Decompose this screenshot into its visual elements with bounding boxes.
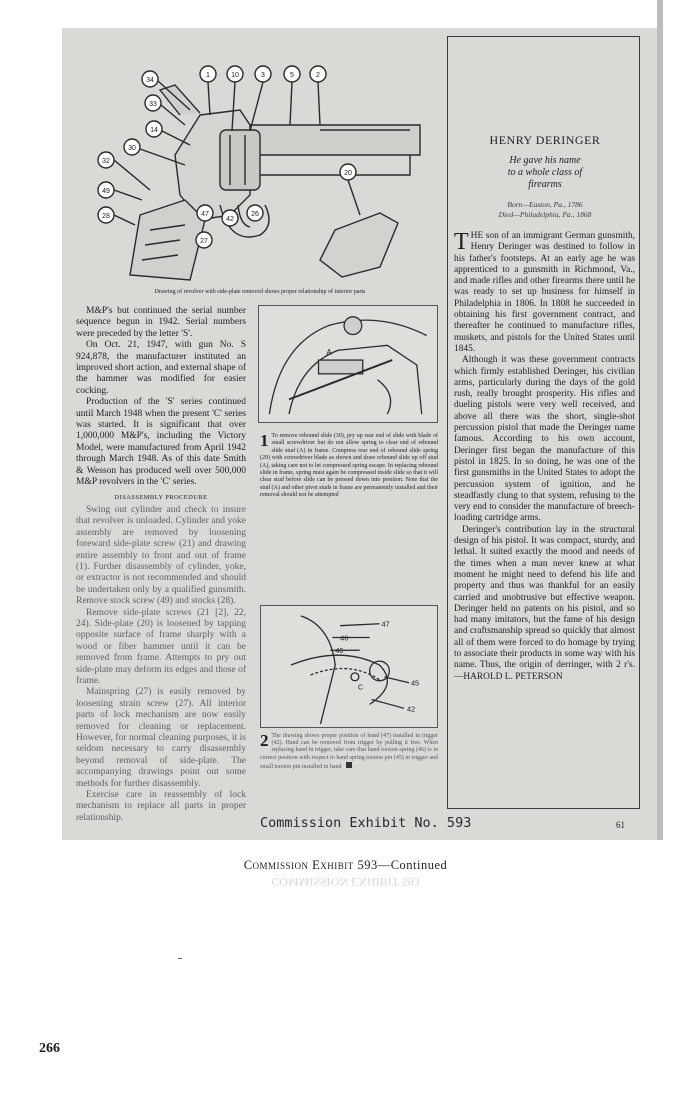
callout-28: 28 <box>102 213 110 220</box>
part-46-label: 46 <box>335 646 344 656</box>
bleed-through-text: COMMISSION EXHIBIT 593 <box>271 875 420 889</box>
callout-14: 14 <box>150 127 158 134</box>
caption-text: To remove rebound slide (30), pry up rear end of slide with blade of small screwdriver but do not allow spring to clear end of rebound slide stud (A) in frame. Compress rear end of rebound slide spring (29) with screwdriver blade as shown and draw rebound slide up off stud (A), taking care not to let compressed spring escape. In replacing rebound slide in frame, spring must again be compressed inside slide so that it will clear stud before slide can be pressed down into position. Note that the stud (A) and other pivot studs in frame are permanently installed and their removal should not be attempted <box>260 433 438 499</box>
callout-47: 47 <box>201 211 209 218</box>
sidebar-subtitle: He gave his name to a whole class of firearms <box>507 155 583 190</box>
paragraph: Swing out cylinder and check to insure that revolver is unloaded. Cylinder and yoke assembly are removed by loosening foreward side-plate screw (21) and drawing entire assembly to front and out of frame (1). Further disassembly of cylinder, yoke, or extractor is not recommended and should be undertaken only by a qualified gunsmith. Remove stock screw (49) and stocks (28). <box>76 504 246 607</box>
end-mark <box>346 762 352 768</box>
callout-34: 34 <box>146 77 154 84</box>
part-47-label: 47 <box>381 619 390 629</box>
caption-number: 1 <box>260 431 269 450</box>
callout-27: 27 <box>200 238 208 245</box>
sidebar-title: HENRY DERINGER <box>489 133 601 147</box>
paragraph: Production of the 'S' series continued until March 1948 when the present 'C' series was started. It is significant that over 1,000,000 M&P's, including the Victory Model, were manufactured from April 1942 through March 1948. As of this date Smith & Wesson has produced well over 500,000 M&P revolvers in the 'C' series. <box>76 397 246 488</box>
callout-32: 32 <box>102 158 110 165</box>
paragraph: Exercise care in reassembly of lock mechanism to replace all parts in proper relationship. <box>76 790 246 823</box>
rebound-slide-caption <box>260 433 438 500</box>
exhibit-stamp: Commission Exhibit No. 593 <box>260 815 472 831</box>
callout-3: 3 <box>261 72 265 79</box>
callout-2: 2 <box>316 72 320 79</box>
caption-number: 2 <box>260 731 269 750</box>
paragraph: On Oct. 21, 1947, with gun No. S 924,878, the manufacturer instituted an improved short action, and external shape of the hammer was modified for easier cocking. <box>76 340 246 396</box>
callout-30: 30 <box>128 145 136 152</box>
part-c-label: C <box>357 682 364 692</box>
callout-20: 20 <box>344 170 352 177</box>
revolver-figure-caption: Drawing of revolver with side-plate removed shows proper relationship of interior parts <box>154 289 366 295</box>
paragraph: Mainspring (27) is easily removed by loosening strain screw (27). All interior parts of lock mechanism are now easily removed for cleaning or replacement. However, for normal cleaning purposes, it is seldom necessary to carry disassembly beyond removal of side-plate. The accompanying drawings point out some methods for further disassembly. <box>76 687 246 789</box>
paragraph: THE son of an immigrant German gunsmith, Henry Deringer was destined to follow in his father's footsteps. At an early age he was apprenticed to a gunsmith in Richmond, Va., and made rifles and other firearms there until he was ready to set up business for himself in Philadelphia in 1806. In 1808 he succeeded in obtaining his first government contract, and thereafter he continued to manufacture rifles, muskets, and pistols for the United States until 1845. <box>454 229 635 354</box>
page-number: 266 <box>39 1041 60 1056</box>
paragraph: Remove side-plate screws (21 [2], 22, 24). Side-plate (20) is loosened by tapping opposite surface of frame sharply with a wood or fiber hammer until it can be removed from frame. Attempts to pry out side-plate may deform its edges and those of frame. <box>76 607 246 686</box>
exhibit-continued-heading: Commission Exhibit 593—Continued <box>243 858 448 872</box>
disassembly-subheading: DISASSEMBLY PROCEDURE <box>114 493 208 501</box>
scan-edge-strip <box>657 0 663 840</box>
rebound-slide-drawing <box>258 305 438 423</box>
left-article-column <box>76 306 246 824</box>
callout-5: 5 <box>290 72 294 79</box>
paragraph: M&P's but continued the serial number sequence begun in 1942. Serial numbers were preceded by the letter 'S'. <box>76 306 246 339</box>
paragraph: Deringer's contribution lay in the structural design of his pistol. It was compact, sturdy, and lethal. It suited exactly the mood and needs of the times when a man never knew at what moment he might need to defend his life and property and thus was thankful for an easily carried and unobtrusive but effective weapon. Deringer held no patents on his pistol, and so had many imitators, but the fame of his design and craftsmanship spread so quickly that almost all of them were forced to do homage by trying to associate their products in some way with his name. Thus, the origin of derringer, with 2 r's.—HAROLD L. PETERSON <box>454 524 635 682</box>
part-46-label: 46 <box>340 633 349 643</box>
hand-trigger-caption <box>260 733 438 771</box>
callout-26: 26 <box>251 211 259 218</box>
stud-a-label: A <box>326 348 332 358</box>
part-45-label: 45 <box>410 678 420 688</box>
scan-speck <box>178 958 182 959</box>
callout-1: 1 <box>206 72 210 79</box>
magazine-page-number: 61 <box>616 820 625 830</box>
paragraph: Although it was these government contracts which firmly established Deringer, his civilian arms, particularly during the days of the gold rush, really brought prosperity. His rifles and dueling pistols were very well received, and above all there was the short, single-shot percussion pistol that made the Deringer name famous. According to his own account, Deringer first began the manufacture of this pistol in 1825. In so doing, he was one of the first gunsmiths in the United States to adopt the percussion system of ignition, and he steadfastly clung to that system, refusing to the very end to consider the manufacture of breech-loading cartridge arms. <box>454 355 635 524</box>
drop-cap: T <box>454 229 469 255</box>
callout-42: 42 <box>226 216 234 223</box>
revolver-drawing <box>80 55 430 285</box>
deringer-article <box>454 231 635 683</box>
callout-49: 49 <box>102 188 110 195</box>
caption-text: The drawing shows proper position of hand (47) installed in trigger (42). Hand can be removed from trigger by pulling it free. When replacing hand in trigger, take care that hand torsion spring (46) is in correct position with respect to hand spring torsion pin (45) in trigger and small torsion pin installed in hand <box>260 733 438 770</box>
part-42-label: 42 <box>407 704 416 714</box>
hand-trigger-drawing <box>260 605 438 728</box>
callout-10: 10 <box>231 72 239 79</box>
birth-death-dates: Born—Easton, Pa., 1786 Died—Philadelphia, Pa., 1868 <box>498 200 592 219</box>
callout-33: 33 <box>149 101 157 108</box>
